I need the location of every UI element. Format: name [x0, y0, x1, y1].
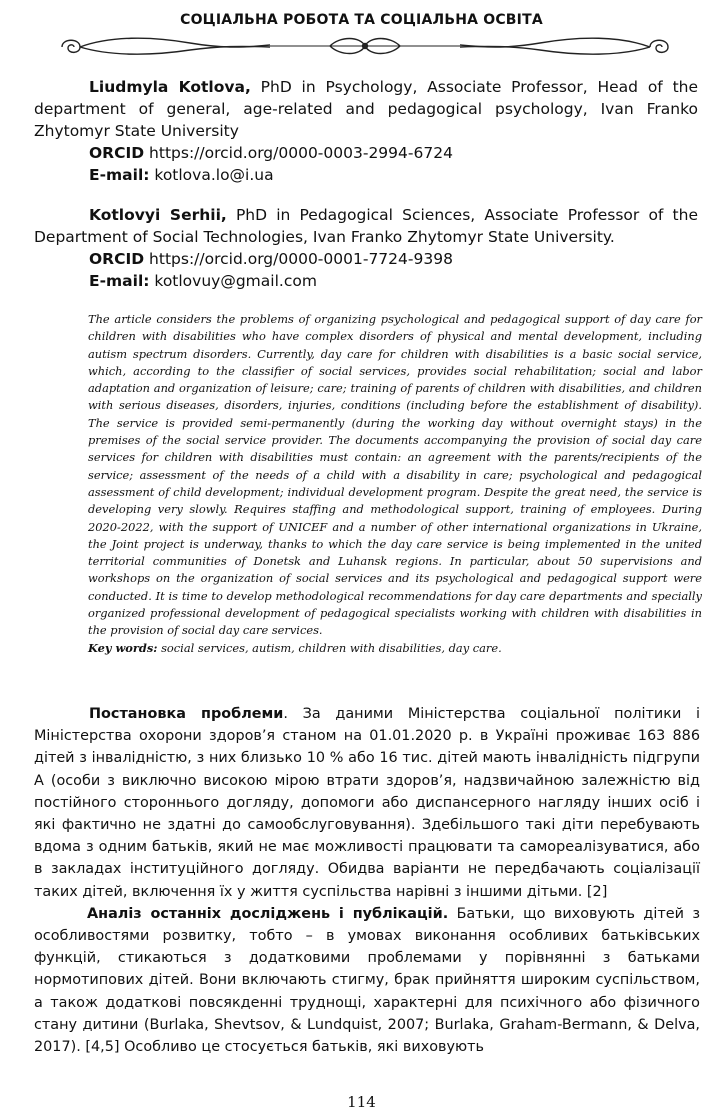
email-line: E-mail: kotlovuy@gmail.com	[89, 272, 317, 290]
orcid-link[interactable]: https://orcid.org/0000-0001-7724-9398	[144, 250, 453, 268]
orcid-line: ORCID https://orcid.org/0000-0001-7724-9398	[89, 250, 453, 268]
email-line: E-mail: kotlova.lo@i.ua	[89, 166, 274, 184]
author-name: Kotlovyi Serhii,	[89, 206, 227, 224]
author-name: Liudmyla Kotlova,	[89, 78, 251, 96]
orcid-link[interactable]: https://orcid.org/0000-0003-2994-6724	[144, 144, 453, 162]
article-body	[34, 703, 700, 1058]
paragraph-problem-statement: Постановка проблеми. За даними Міністерства соціальної політики і Міністерства охорони здоров’я станом на 01.01.2020 р. в Україні проживає 163 886 дітей з інвалідністю, з них близько 10 % або 16 тис. дітей мають інвалідність підгрупи А (особи з виключно високою мірою втрати здоров’я, надзвичайною залежністю від постійного стороннього догляду, допомоги або диспансерного нагляду інших осіб і які фактично не здатні до самообслуговування). Здебільшого такі діти перебувають вдома з одним батьків, який не має можливості працювати та самореалізуватися, або в закладах інституційного догляду. Обидва варіанти не передбачають соціалізації таких дітей, включення їх у життя суспільства нарівні з іншими дітьми. [2]	[34, 706, 700, 900]
author-affiliation: Kotlovyi Serhii, PhD in Pedagogical Sciences, Associate Professor of the Department of Social Technologies, Ivan Franko Zhytomyr State University.	[34, 206, 698, 246]
author-block-1	[34, 76, 698, 186]
abstract	[88, 311, 702, 657]
author-block-2	[34, 204, 698, 292]
section-heading: Постановка проблеми	[89, 706, 284, 722]
page-number: 114	[347, 1093, 376, 1111]
decorative-swirl-divider-icon	[40, 34, 690, 60]
running-title: СОЦІАЛЬНА РОБОТА ТА СОЦІАЛЬНА ОСВІТА	[180, 12, 543, 28]
orcid-line: ORCID https://orcid.org/0000-0003-2994-6724	[89, 144, 453, 162]
abstract-text: The article considers the problems of organizing psychological and pedagogical support of day care for children with disabilities who have complex disorders of physical and mental development, including autism spectrum disorders. Currently, day care for children with disabilities is a basic social service, which, according to the classifier of social services, provides social rehabilitation; social and labor adaptation and organization of leisure; care; training of parents of children with disabilities, and children with serious diseases, disorders, injuries, conditions (including before the establishment of disability). The service is provided semi-permanently (during the working day without overnight stays) in the premises of the social service provider. The documents accompanying the provision of social day care services for children with disabilities must contain: an agreement with the parents/recipients of the service; assessment of the needs of a child with a disability in care; psychological and pedagogical assessment of child development; individual development program. Despite the great need, the service is developing very slowly. Requires staffing and methodological support, training of employees. During 2020-2022, with the support of UNICEF and a number of other international organizations in Ukraine, the Joint project is underway, thanks to which the day care service is being implemented in the united territorial communities of Donetsk and Luhansk regions. In particular, about 50 supervisions and workshops on the organization of social services and its psychological and pedagogical support were conducted. It is time to develop methodological recommendations for day care departments and specially organized professional development of pedagogical specialists working with children with disabilities in the provision of social day care services.	[88, 312, 702, 638]
author-affiliation: Liudmyla Kotlova, PhD in Psychology, Associate Professor, Head of the department of general, age-related and pedagogical psychology, Ivan Franko Zhytomyr State University	[34, 78, 699, 140]
keywords-line: Key words: social services, autism, children with disabilities, day care.	[88, 640, 502, 655]
email-link[interactable]: kotlovuy@gmail.com	[149, 272, 317, 290]
section-heading: Аналіз останніх досліджень і публікацій.	[87, 905, 449, 922]
keywords-list: social services, autism, children with disabilities, day care.	[157, 640, 502, 655]
paragraph-literature-review: Аналіз останніх досліджень і публікацій. Батьки, що виховують дітей з особливостями розвитку, тобто – в умовах виконання особливих батьківських функцій, стикаються з додатковими проблемами у порівнянні з батьками нормотипових дітей. Вони включають стигму, брак прийняття широким суспільством, а також додаткові повсякденні труднощі, характерні для психічного або фізичного стану дитини (Burlaka, Shevtsov, & Lundquist, 2007; Burlaka, Graham-Bermann, & Delva, 2017). [4,5] Особливо це стосується батьків, які виховують	[34, 905, 700, 1056]
email-link[interactable]: kotlova.lo@i.ua	[149, 166, 274, 184]
